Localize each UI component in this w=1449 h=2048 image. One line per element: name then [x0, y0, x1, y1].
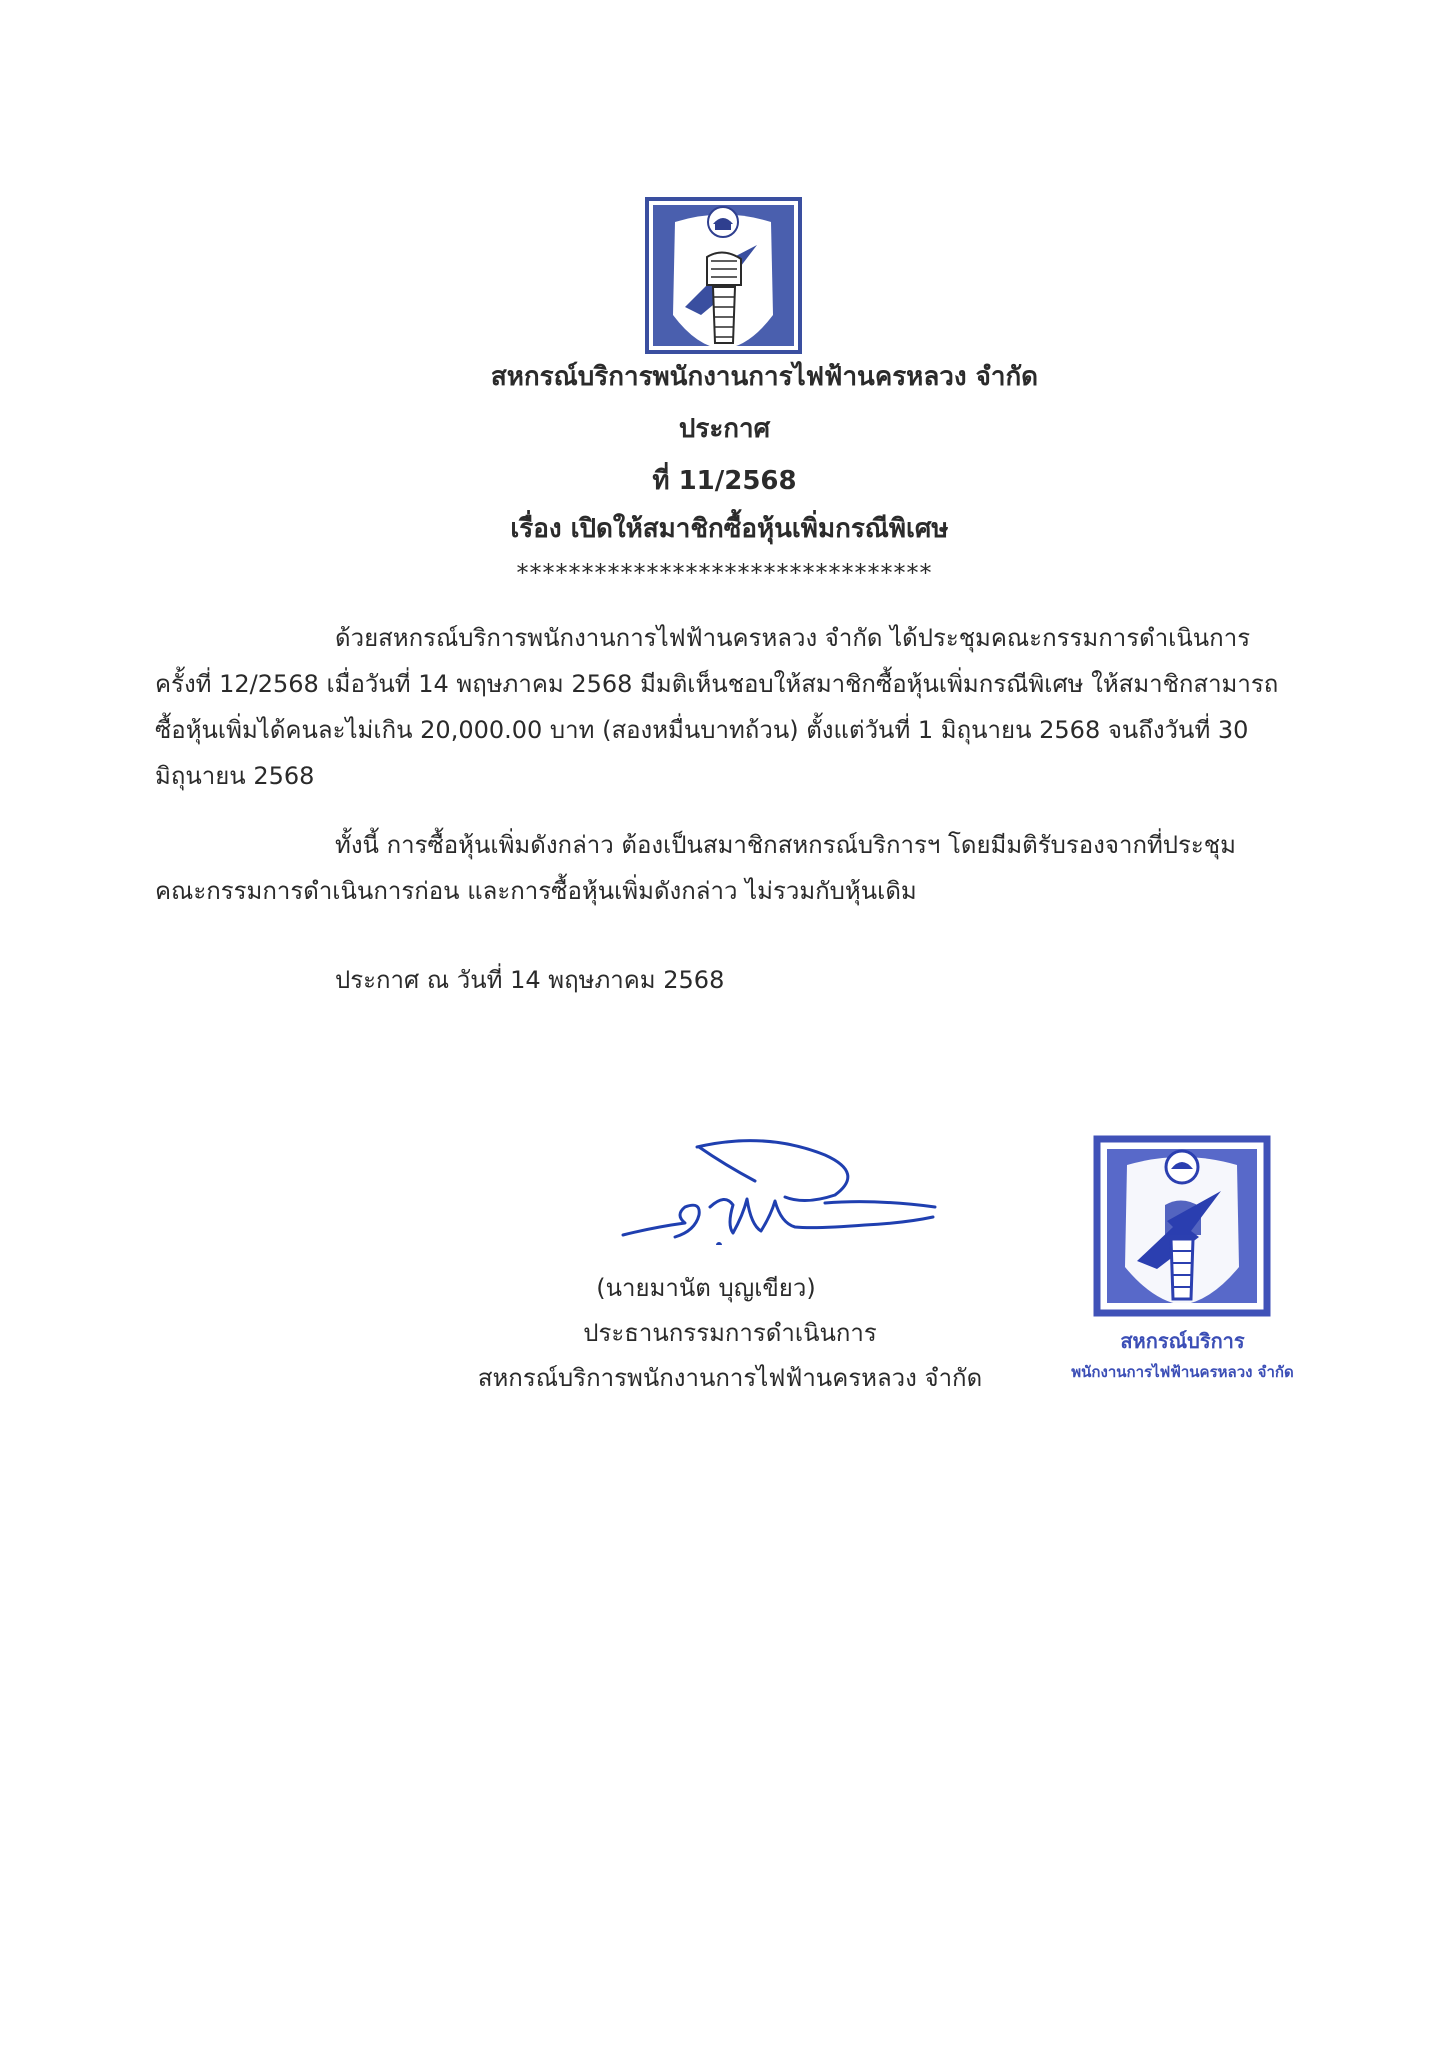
cooperative-logo: [645, 197, 802, 354]
paragraph-line: มิถุนายน 2568: [155, 762, 315, 790]
paragraph-line: ซื้อหุ้นเพิ่มได้คนละไม่เกิน 20,000.00 บาท (สองหมื่นบาทถ้วน) ตั้งแต่วันที่ 1 มิถุนายน 2568 จนถึงวันที่ 30: [155, 716, 1249, 744]
stamp-text-line-1: สหกรณ์บริการ: [1120, 1329, 1245, 1353]
announcement-number: ที่ 11/2568: [652, 466, 797, 496]
announcement-dateline: ประกาศ ณ วันที่ 14 พฤษภาคม 2568: [335, 966, 725, 994]
stamp-text-line-2: พนักงานการไฟฟ้านครหลวง จำกัด: [1071, 1363, 1294, 1381]
paragraph-line: ด้วยสหกรณ์บริการพนักงานการไฟฟ้านครหลวง จำกัด ได้ประชุมคณะกรรมการดำเนินการ: [335, 624, 1251, 652]
announcement-subject: เรื่อง เปิดให้สมาชิกซื้อหุ้นเพิ่มกรณีพิเศษ: [510, 514, 949, 544]
organization-name: สหกรณ์บริการพนักงานการไฟฟ้านครหลวง จำกัด: [490, 362, 1039, 392]
signer-name: (นายมานัต บุญเขียว): [596, 1274, 816, 1302]
official-stamp: [1045, 1135, 1320, 1395]
paragraph-line: ครั้งที่ 12/2568 เมื่อวันที่ 14 พฤษภาคม 2568 มีมติเห็นชอบให้สมาชิกซื้อหุ้นเพิ่มกรณีพิเศษ ให้สมาชิกสามารถ: [155, 670, 1279, 698]
signer-organization: สหกรณ์บริการพนักงานการไฟฟ้านครหลวง จำกัด: [477, 1364, 983, 1392]
paragraph-line: คณะกรรมการดำเนินการก่อน และการซื้อหุ้นเพิ่มดังกล่าว ไม่รวมกับหุ้นเดิม: [155, 877, 917, 905]
handwritten-signature: [615, 1135, 945, 1245]
body-paragraph-2: [155, 822, 1327, 914]
body-paragraph-1: [155, 615, 1327, 799]
announcement-title: ประกาศ: [678, 414, 771, 444]
signer-title: ประธานกรรมการดำเนินการ: [583, 1319, 877, 1347]
stamp-logo: [1093, 1135, 1271, 1317]
separator-stars: ********************************: [516, 559, 933, 587]
paragraph-line: ทั้งนี้ การซื้อหุ้นเพิ่มดังกล่าว ต้องเป็นสมาชิกสหกรณ์บริการฯ โดยมีมติรับรองจากที่ประชุม: [335, 831, 1236, 859]
